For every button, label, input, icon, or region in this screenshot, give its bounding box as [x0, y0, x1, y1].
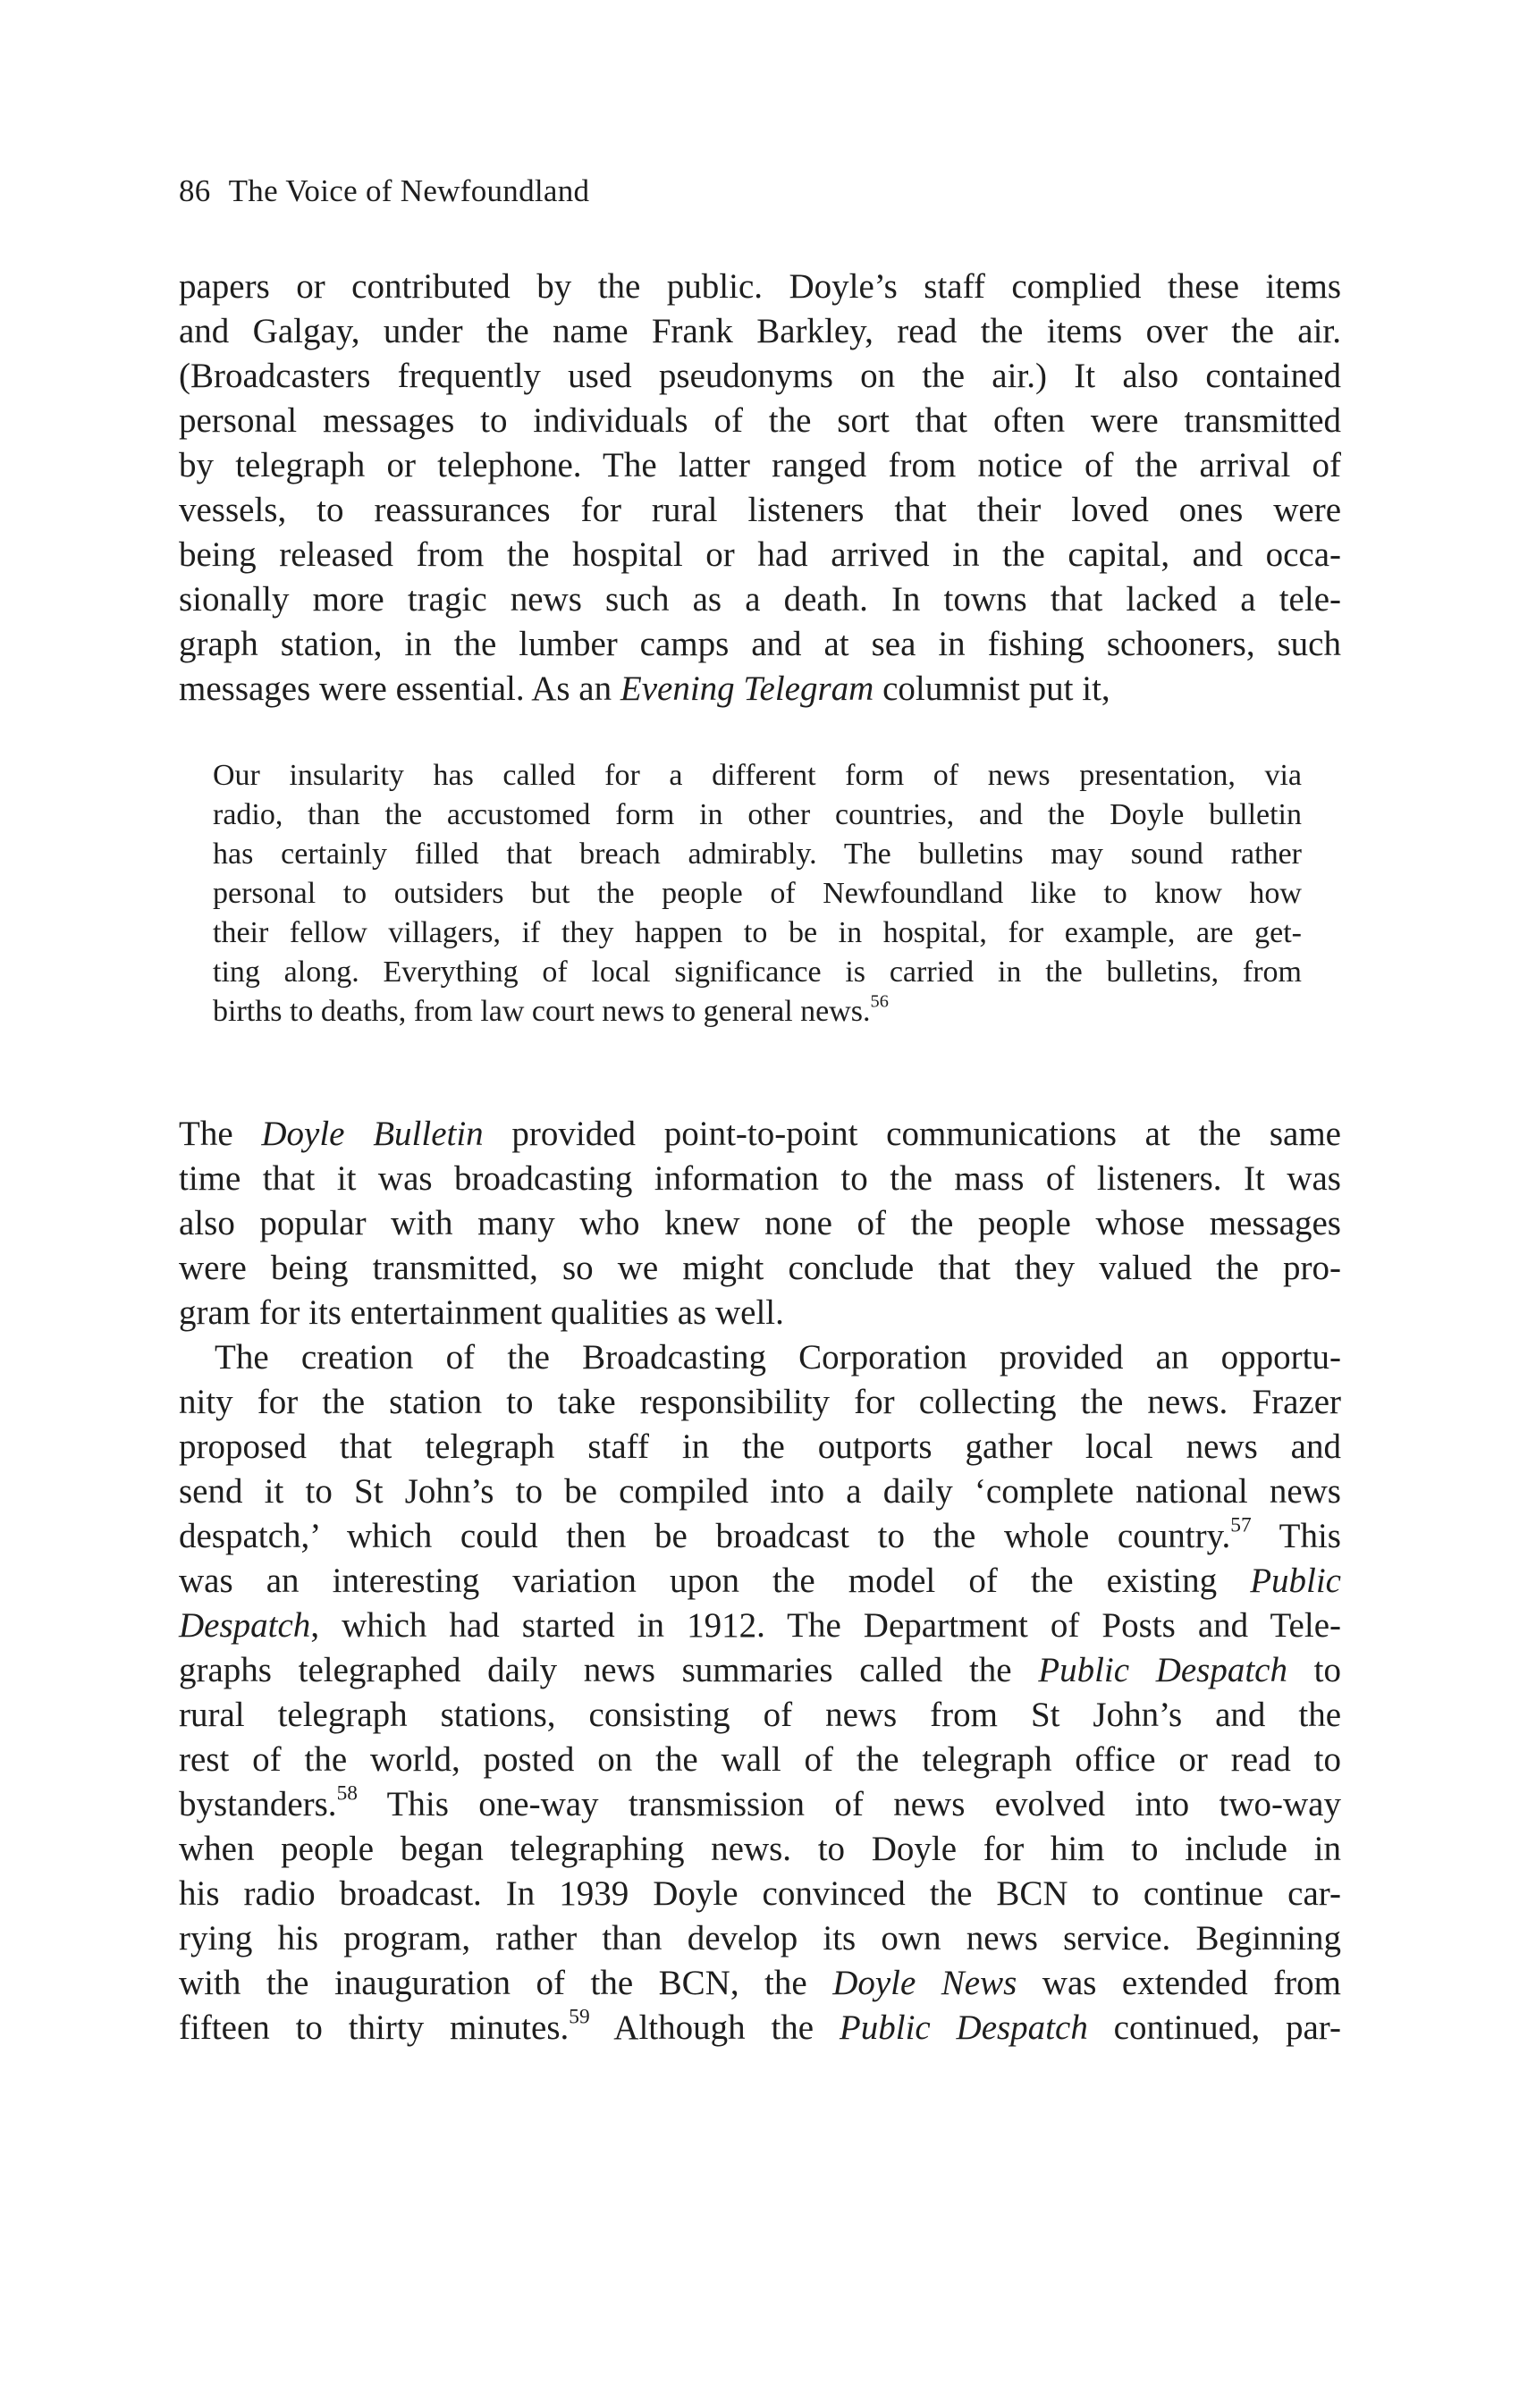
- running-title: The Voice of Newfoundland: [228, 173, 590, 208]
- text-run: graphs telegraphed daily news summaries called the: [179, 1651, 1039, 1689]
- paragraph-line: rest of the world, posted on the wall of the telegraph office or read to: [179, 1740, 1341, 1779]
- paragraph-line: [179, 2006, 1341, 2050]
- text-run: to: [1287, 1651, 1341, 1689]
- paragraph-line: [179, 1112, 1341, 1157]
- paragraph-line: and Galgay, under the name Frank Barkley, read the items over the air.: [179, 312, 1341, 350]
- paragraph-line: [179, 1648, 1341, 1693]
- paragraph-line: time that it was broadcasting information to the mass of listeners. It was: [179, 1159, 1341, 1198]
- text-run: , which had started in 1912. The Department of Posts and Tele-: [310, 1606, 1341, 1645]
- paragraph-line: The creation of the Broadcasting Corporation provided an opportu-: [215, 1338, 1341, 1377]
- paragraph-line: were being transmitted, so we might conclude that they valued the pro-: [179, 1249, 1341, 1287]
- paragraph-line: his radio broadcast. In 1939 Doyle convinced the BCN to continue car-: [179, 1874, 1341, 1913]
- quote-line: their fellow villagers, if they happen to be in hospital, for example, are get-: [213, 916, 1302, 949]
- paragraph-line: gram for its entertainment qualities as well.: [179, 1293, 784, 1332]
- text-run: The: [179, 1115, 262, 1153]
- page-number: 86: [179, 173, 211, 208]
- quote-line: Our insularity has called for a different form of news presentation, via: [213, 759, 1302, 792]
- text-run: despatch,’ which could then be broadcast to the whole country.: [179, 1517, 1231, 1555]
- paragraph-line: vessels, to reassurances for rural listeners that their loved ones were: [179, 491, 1341, 529]
- quote-line: ting along. Everything of local significance is carried in the bulletins, from: [213, 956, 1302, 989]
- paragraph-line: when people began telegraphing news. to Doyle for him to include in: [179, 1830, 1341, 1868]
- text-run: This: [1251, 1517, 1341, 1555]
- paragraph-line: rural telegraph stations, consisting of news from St John’s and the: [179, 1696, 1341, 1734]
- paragraph-line: [179, 1559, 1341, 1604]
- italic-title: Doyle News: [832, 1964, 1017, 2002]
- quote-line: personal to outsiders but the people of Newfoundland like to know how: [213, 877, 1302, 910]
- quote-line: [213, 992, 1302, 1031]
- text-run: with the inauguration of the BCN, the: [179, 1964, 833, 2002]
- paragraph-line: being released from the hospital or had arrived in the capital, and occa-: [179, 535, 1341, 574]
- text-run: Although the: [589, 2008, 840, 2047]
- quote-line: radio, than the accustomed form in other countries, and the Doyle bulletin: [213, 798, 1302, 831]
- paragraph-line: personal messages to individuals of the sort that often were transmitted: [179, 401, 1341, 440]
- paragraph-line: [179, 1514, 1341, 1559]
- running-header: [179, 173, 589, 209]
- paragraph-line: send it to St John’s to be compiled into a daily ‘complete national news: [179, 1472, 1341, 1511]
- text-run: This one-way transmission of news evolved into two-way: [357, 1785, 1341, 1823]
- paragraph-line: rying his program, rather than develop its own news service. Beginning: [179, 1919, 1341, 1958]
- footnote-ref: 59: [569, 2005, 590, 2029]
- italic-title: Despatch: [179, 1606, 311, 1645]
- text-run: bystanders.: [179, 1785, 337, 1823]
- text-run: was extended from: [1017, 1964, 1341, 2002]
- text-run: continued, par-: [1087, 2008, 1342, 2047]
- paragraph-line: also popular with many who knew none of the people whose messages: [179, 1204, 1341, 1242]
- paragraph-line: [179, 1961, 1341, 2006]
- paragraph-line: papers or contributed by the public. Doyle’s staff complied these items: [179, 267, 1341, 306]
- paragraph-line: (Broadcasters frequently used pseudonyms on the air.) It also contained: [179, 357, 1341, 395]
- paragraph-line: graph station, in the lumber camps and at sea in fishing schooners, such: [179, 625, 1341, 663]
- italic-title: Public Despatch: [839, 2008, 1088, 2047]
- paragraph-line: [179, 1604, 1341, 1648]
- paragraph-line: [179, 1782, 1341, 1827]
- text-run: messages were essential. As an: [179, 669, 620, 708]
- paragraph-line: by telegraph or telephone. The latter ranged from notice of the arrival of: [179, 446, 1341, 484]
- paragraph-line: nity for the station to take responsibility for collecting the news. Frazer: [179, 1383, 1341, 1421]
- footnote-ref: 57: [1230, 1513, 1252, 1537]
- paragraph-line: sionally more tragic news such as a death. In towns that lacked a tele-: [179, 580, 1341, 619]
- text-run: columnist put it,: [873, 669, 1110, 708]
- italic-title: Doyle Bulletin: [261, 1115, 484, 1153]
- paragraph-line: proposed that telegraph staff in the outports gather local news and: [179, 1427, 1341, 1466]
- footnote-ref: 56: [870, 991, 889, 1012]
- italic-title: Public Despatch: [1038, 1651, 1287, 1689]
- italic-title: Evening Telegram: [620, 669, 874, 708]
- text-run: fifteen to thirty minutes.: [179, 2008, 570, 2047]
- quote-line: has certainly filled that breach admirably. The bulletins may sound rather: [213, 838, 1302, 871]
- text-run: was an interesting variation upon the model of the existing: [179, 1562, 1251, 1600]
- text-run: provided point-to-point communications at the same: [483, 1115, 1341, 1153]
- text-run: births to deaths, from law court news to general news.: [213, 995, 871, 1028]
- italic-title: Public: [1250, 1562, 1341, 1600]
- paragraph-line: [179, 667, 1341, 711]
- footnote-ref: 58: [336, 1781, 358, 1806]
